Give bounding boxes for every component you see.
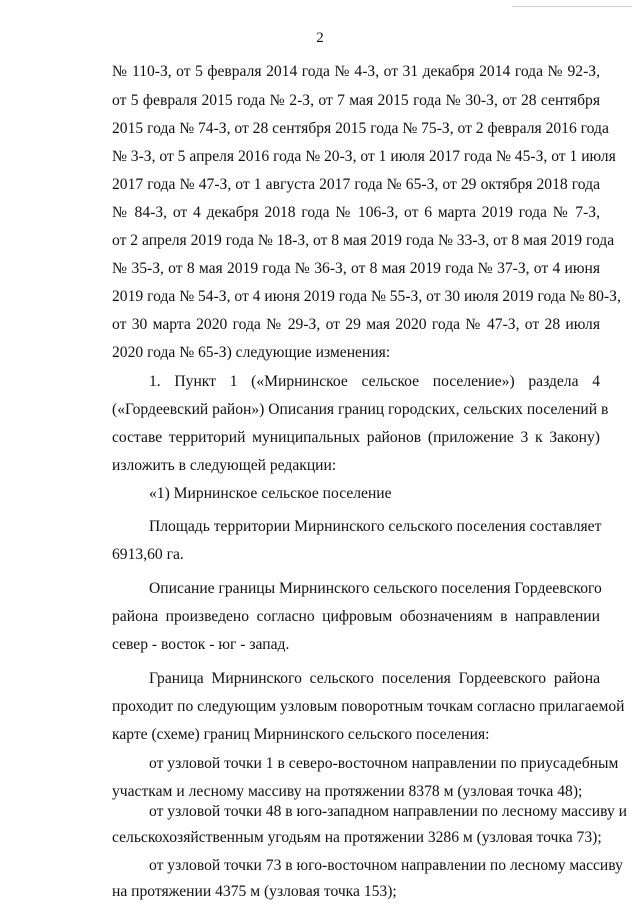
- body-line: № 35-З, от 8 мая 2019 года № 36-З, от 8 мая 2019 года № 37-З, от 4 июня: [112, 260, 600, 277]
- body-line: 2017 года № 47-З, от 1 августа 2017 года № 65-З, от 29 октября 2018 года: [112, 176, 600, 193]
- segment-line: от узловой точки 73 в юго-восточном направлении по лесному массиву: [149, 857, 623, 874]
- body-line: № 3-З, от 5 апреля 2016 года № 20-З, от 1 июля 2017 года № 45-З, от 1 июля: [112, 148, 616, 165]
- segment-line: от узловой точки 48 в юго-западном направлении по лесному массиву и: [149, 803, 628, 820]
- body-line: составе территорий муниципальных районов (приложение 3 к Закону): [112, 429, 600, 446]
- segment-line: на протяжении 4375 м (узловая точка 153);: [112, 883, 397, 900]
- body-line: от 5 февраля 2015 года № 2-З, от 7 мая 2015 года № 30-З, от 28 сентября: [112, 92, 600, 109]
- description-paragraph-line: Описание границы Мирнинского сельского поселения Гордеевского: [149, 580, 602, 597]
- body-line: 2019 года № 54-З, от 4 июня 2019 года № 55-З, от 30 июля 2019 года № 80-З,: [112, 288, 621, 305]
- body-line: 2015 года № 74-З, от 28 сентября 2015 года № 75-З, от 2 февраля 2016 года: [112, 120, 609, 137]
- body-line: от 30 марта 2020 года № 29-З, от 29 мая 2020 года № 47-З, от 28 июля: [112, 316, 600, 333]
- section-heading: «1) Мирнинское сельское поселение: [149, 485, 392, 502]
- body-line: от 2 апреля 2019 года № 18-З, от 8 мая 2019 года № 33-З, от 8 мая 2019 года: [112, 232, 615, 249]
- body-line: проходит по следующим узловым поворотным точкам согласно прилагаемой: [112, 698, 625, 715]
- body-line: № 84-З, от 4 декабря 2018 года № 106-З, от 6 марта 2019 года № 7-З,: [112, 204, 600, 221]
- segment-line: участкам и лесному массиву на протяжении 8378 м (узловая точка 48);: [112, 783, 583, 800]
- body-line: карте (схеме) границ Мирнинского сельского поселения:: [112, 726, 490, 743]
- body-line: изложить в следующей редакции:: [112, 457, 337, 474]
- page-number: 2: [316, 30, 324, 46]
- segment-line: сельскохозяйственным угодьям на протяжении 3286 м (узловая точка 73);: [112, 829, 602, 846]
- body-line: 2020 года № 65-З) следующие изменения:: [112, 344, 391, 361]
- scan-edge-mark: [512, 6, 632, 7]
- boundary-paragraph-line: Граница Мирнинского сельского поселения Гордеевского района: [149, 670, 600, 687]
- body-line: района произведено согласно цифровым обозначениям в направлении: [112, 608, 600, 625]
- area-value-line: 6913,60 га.: [112, 546, 184, 563]
- body-line: север - восток - юг - запад.: [112, 636, 290, 653]
- area-paragraph-line: Площадь территории Мирнинского сельского поселения составляет: [149, 518, 602, 535]
- body-line: («Гордеевский район») Описания границ городских, сельских поселений в: [112, 401, 609, 418]
- body-line: № 110-З, от 5 февраля 2014 года № 4-З, от 31 декабря 2014 года № 92-З,: [112, 63, 600, 80]
- item-1-first-line: 1. Пункт 1 («Мирнинское сельское поселение») раздела 4: [149, 373, 600, 390]
- segment-line: от узловой точки 1 в северо-восточном направлении по приусадебным: [149, 755, 619, 772]
